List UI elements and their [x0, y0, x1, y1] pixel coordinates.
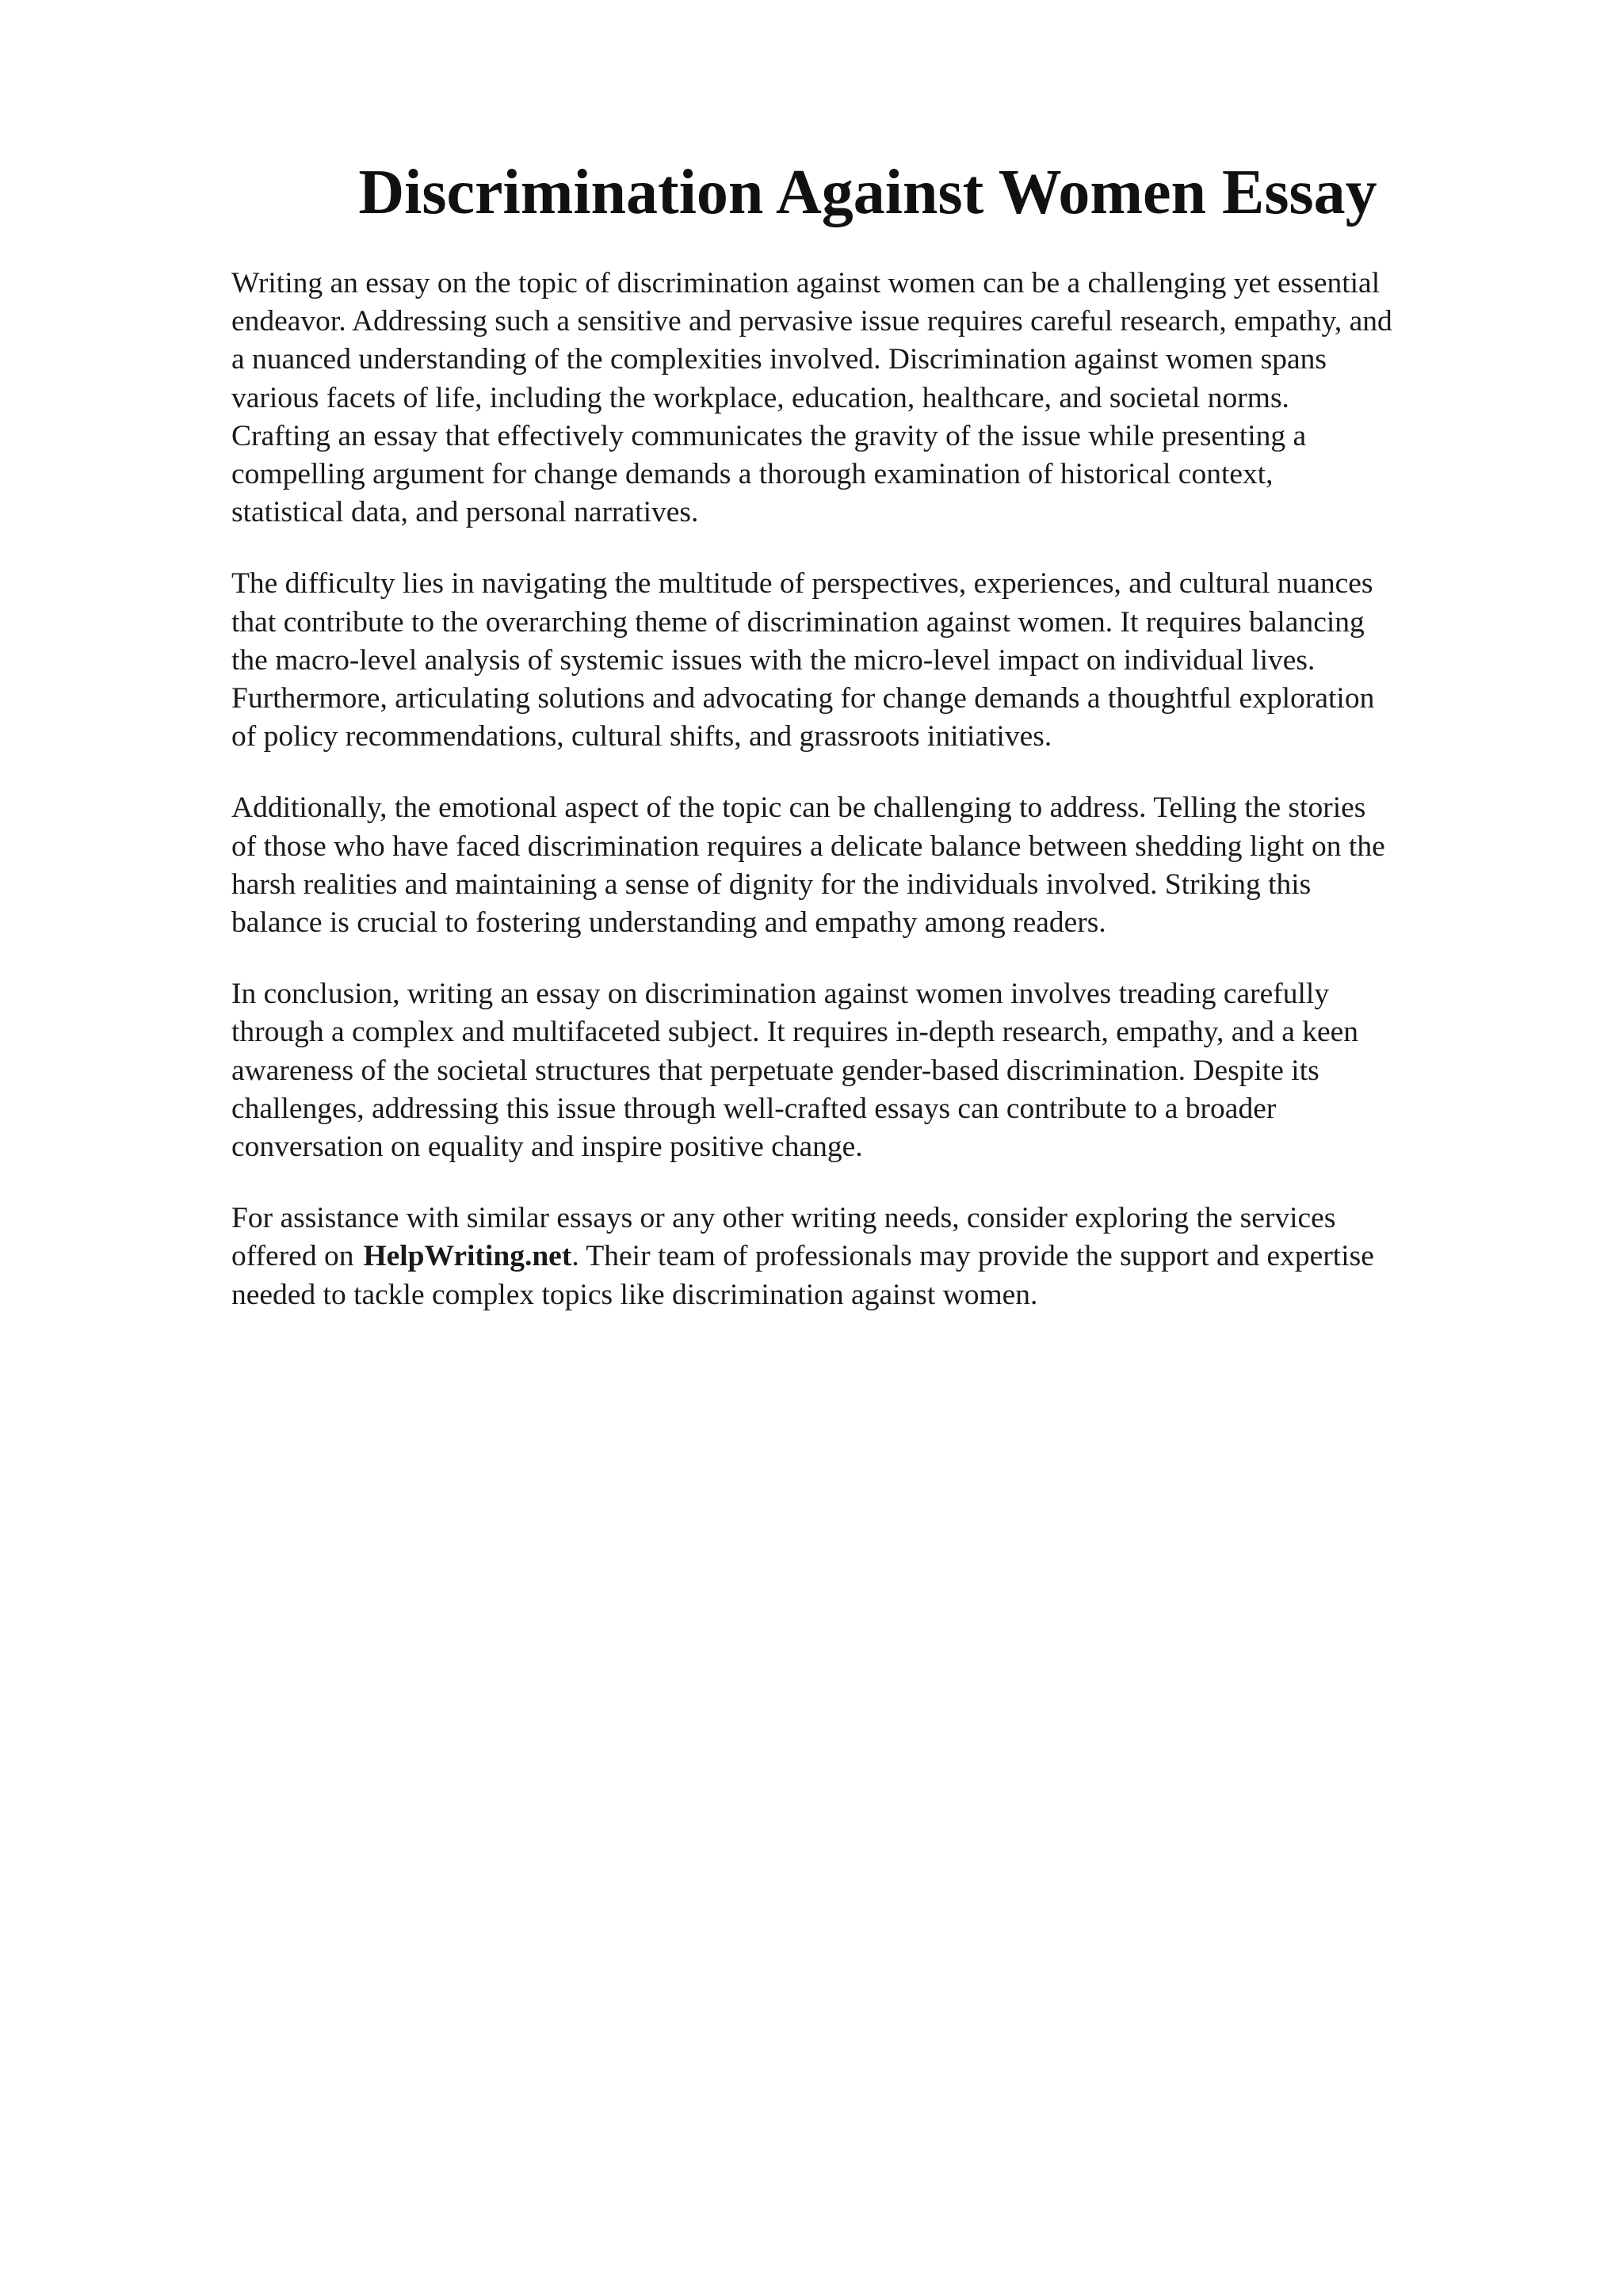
closing-text-after-link: . Their team of professionals may provide the support and expertise needed to tackle complex topics like discrimination against women. [231, 1240, 1374, 1311]
paragraph-2: The difficulty lies in navigating the multitude of perspectives, experiences, and cultural nuances that contribute to the overarching theme of discrimination against women. It requires balancing the macro-level analysis of systemic issues with the micro-level impact on individual lives. Furthermore, articulating solutions and advocating for change demands a thoughtful exploration of policy recommendations, cultural shifts, and grassroots initiatives. [231, 567, 1375, 753]
paragraph-closing [231, 1199, 1531, 1314]
paragraph-4: In conclusion, writing an essay on discrimination against women involves treading carefully through a complex and multifaceted subject. It requires in-depth research, empathy, and a keen awareness of the societal structures that perpetuate gender-based discrimination. Despite its challenges, addressing this issue through well-crafted essays can contribute to a broader conversation on equality and inspire positive change. [231, 978, 1359, 1164]
helpwriting-link[interactable]: HelpWriting.net [363, 1240, 572, 1273]
paragraph-3: Additionally, the emotional aspect of the topic can be challenging to address. Telling the stories of those who have faced discrimination requires a delicate balance between shedding light on the harsh realities and maintaining a sense of dignity for the individuals involved. Striking this balance is crucial to fostering understanding and empathy among readers. [231, 791, 1385, 940]
closing-text-before-link: For assistance with similar essays or any other writing needs, consider exploring the services offered on [231, 1202, 1336, 1273]
paragraph-1: Writing an essay on the topic of discrimination against women can be a challenging yet essential endeavor. Addressing such a sensitive and pervasive issue requires careful research, empathy, and a nuanced understanding of the complexities involved. Discrimination against women spans various facets of life, including the workplace, education, healthcare, and societal norms. Crafting an essay that effectively communicates the gravity of the issue while presenting a compelling argument for change demands a thorough examination of historical context, statistical data, and personal narratives. [231, 267, 1392, 529]
page-title: Discrimination Against Women Essay [358, 158, 1377, 227]
essay-body [231, 265, 1531, 1348]
